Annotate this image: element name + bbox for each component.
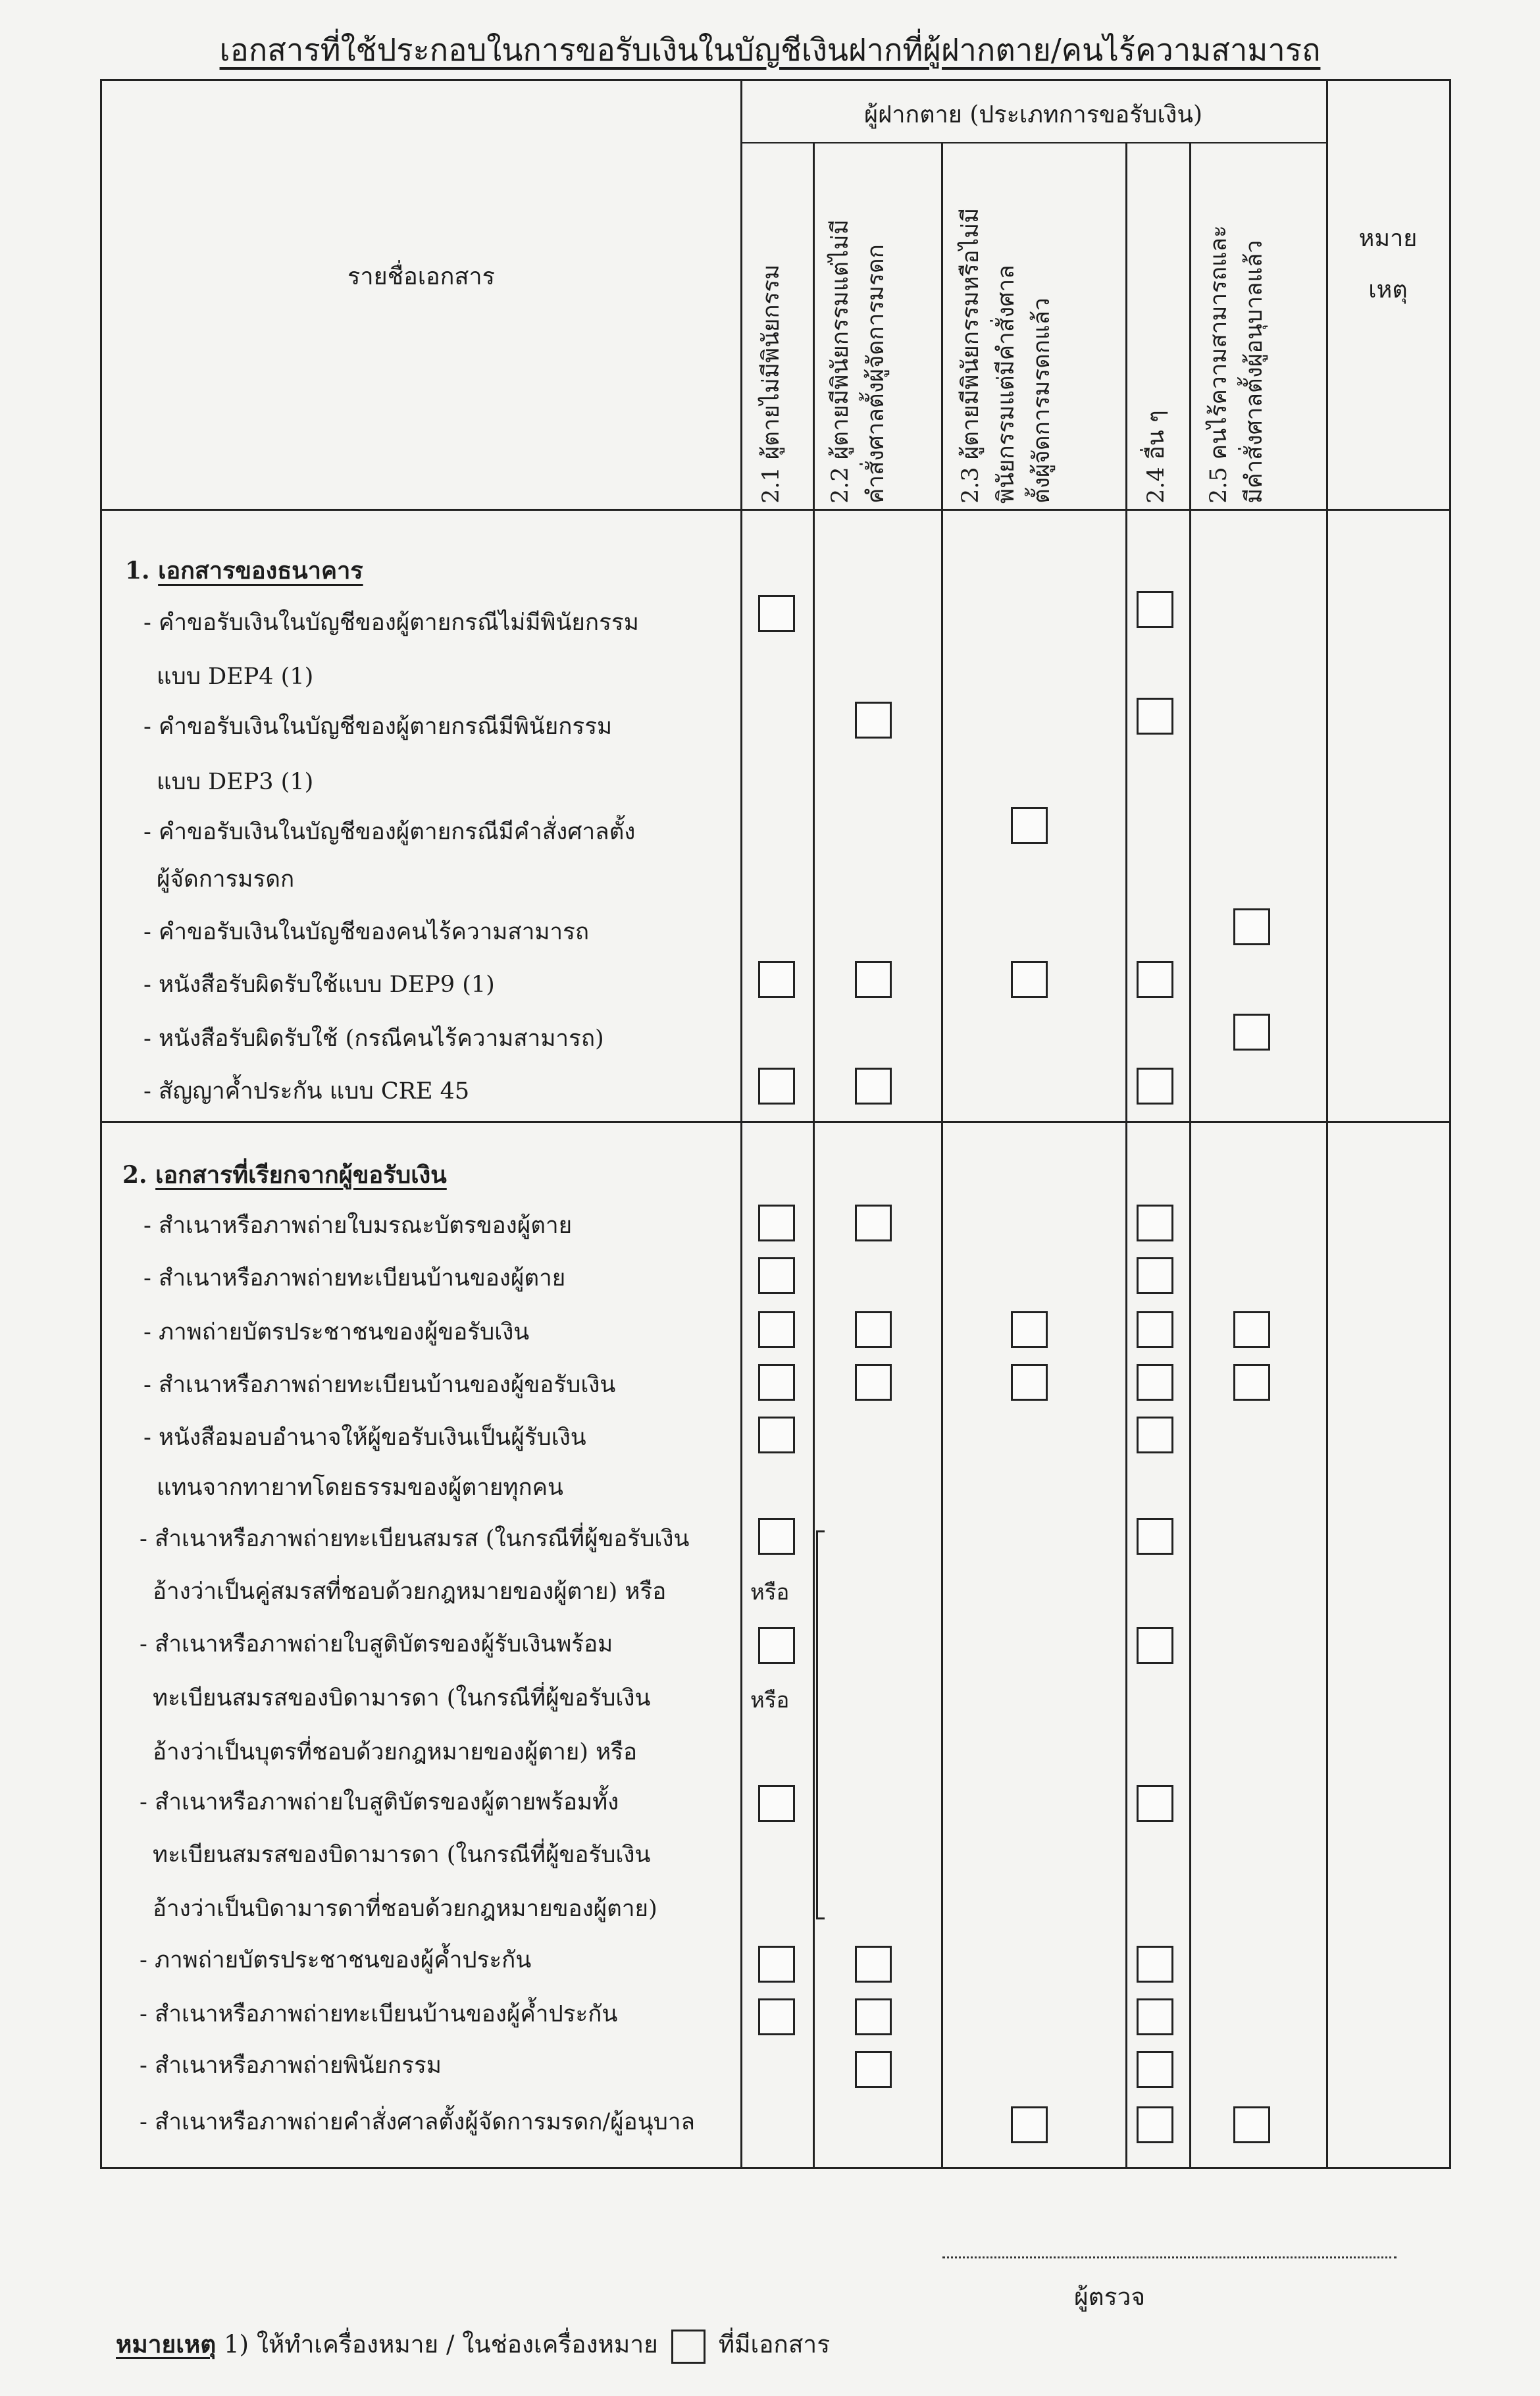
column-divider [941,143,943,2168]
checkbox-dep9-col-2-2[interactable] [855,961,892,998]
column-divider [1189,143,1191,2168]
checkbox-claimant-house-reg-col-2-2[interactable] [855,1364,892,1401]
header-divider [740,142,1326,143]
doc-item: - คำขอรับเงินในบัญชีของคนไร้ความสามารถ [143,919,590,945]
checkbox-cre45-col-2-4[interactable] [1137,1068,1173,1105]
column-divider [740,81,742,2168]
doc-item: - สำเนาหรือภาพถ่ายทะเบียนสมรส (ในกรณีที่ผู้ขอรับเงิน [140,1526,690,1552]
checkbox-death-cert-col-2-2[interactable] [855,1205,892,1241]
alternative-bracket [816,1530,825,1919]
footer-note-text: 1) ให้ทำเครื่องหมาย / ในช่องเครื่องหมาย [224,2330,658,2358]
doc-item: - สัญญาค้ำประกัน แบบ CRE 45 [143,1078,470,1105]
doc-item: - สำเนาหรือภาพถ่ายพินัยกรรม [140,2052,442,2079]
checkbox-will-col-2-2[interactable] [855,2051,892,2088]
doc-item: - สำเนาหรือภาพถ่ายใบสูติบัตรของผู้รับเงินพร้อม [140,1631,613,1657]
checkbox-death-cert-col-2-1[interactable] [758,1205,795,1241]
checkbox-guarantor-id-col-2-2[interactable] [855,1946,892,1983]
doc-item: - หนังสือรับผิดรับใช้แบบ DEP9 (1) [143,972,495,998]
column-divider [813,143,815,2168]
doc-item-continued: ทะเบียนสมรสของบิดามารดา (ในกรณีที่ผู้ขอรับเงิน [153,1842,651,1868]
footer-note [116,2325,830,2364]
checkbox-deceased-house-reg-col-2-4[interactable] [1137,1257,1173,1294]
checkbox-claimant-id-col-2-2[interactable] [855,1311,892,1348]
doc-item: - คำขอรับเงินในบัญชีของผู้ตายกรณีมีคำสั่งศาลตั้ง [143,819,636,845]
doc-item: - สำเนาหรือภาพถ่ายทะเบียนบ้านของผู้ขอรับเงิน [143,1372,616,1398]
checkbox-deceased-house-reg-col-2-1[interactable] [758,1257,795,1294]
checkbox-parent-birth-cert-col-2-4[interactable] [1137,1785,1173,1822]
doc-item: - ภาพถ่ายบัตรประชาชนของผู้ค้ำประกัน [140,1947,532,1973]
group-header: ผู้ฝากตาย (ประเภทการขอรับเงิน) [864,101,1202,128]
remark-header-line1: หมาย [1358,225,1418,252]
checkbox-claimant-id-col-2-5[interactable] [1233,1311,1270,1348]
section-divider [102,1121,1450,1123]
footer-note-text-end: ที่มีเอกสาร [718,2330,831,2358]
header-bottom-line [102,509,1450,511]
remark-header-line2: เหตุ [1368,276,1408,303]
doc-item-continued: อ้างว่าเป็นบิดามารดาที่ชอบด้วยกฎหมายของผู้ตาย) [153,1896,657,1922]
checkbox-cre45-col-2-2[interactable] [855,1068,892,1105]
checkbox-power-of-attorney-col-2-4[interactable] [1137,1417,1173,1453]
footer-remark-label: หมายเหตุ [116,2330,217,2358]
checkbox-power-of-attorney-col-2-1[interactable] [758,1417,795,1453]
checkbox-incompetent-col-2-5[interactable] [1233,908,1270,945]
checkbox-claimant-house-reg-col-2-1[interactable] [758,1364,795,1401]
doc-item: - คำขอรับเงินในบัญชีของผู้ตายกรณีไม่มีพินัยกรรม [143,610,639,636]
signature-label: ผู้ตรวจ [1074,2283,1146,2311]
or-label: หรือ [750,1579,790,1605]
doc-item-continued: แทนจากทายาทโดยธรรมของผู้ตายทุกคน [157,1474,563,1501]
checkbox-guarantor-house-reg-col-2-1[interactable] [758,1998,795,2035]
checkbox-court-appointment-col-2-5[interactable] [1233,2106,1270,2143]
doc-item-continued: ผู้จัดการมรดก [157,866,295,893]
doc-item: - สำเนาหรือภาพถ่ายใบสูติบัตรของผู้ตายพร้อมทั้ง [140,1789,619,1815]
doc-item-continued: ทะเบียนสมรสของบิดามารดา (ในกรณีที่ผู้ขอรับเงิน [153,1685,651,1711]
checkbox-guarantor-id-col-2-4[interactable] [1137,1946,1173,1983]
checkbox-child-birth-cert-col-2-4[interactable] [1137,1627,1173,1664]
checkbox-court-order-col-2-3[interactable] [1011,807,1048,844]
legend-checkbox [671,2330,706,2364]
checkbox-guarantor-house-reg-col-2-2[interactable] [855,1998,892,2035]
doc-item-continued: อ้างว่าเป็นคู่สมรสที่ชอบด้วยกฎหมายของผู้ตาย) หรือ [153,1578,667,1605]
column-header-2-5: 2.5 คนไร้ความสามารถและ มีคำสั่งศาลตั้งผู้อนุบาลแล้ว [1206,225,1268,504]
checkbox-guarantor-id-col-2-1[interactable] [758,1946,795,1983]
checkbox-dep3-col-2-2[interactable] [855,702,892,739]
column-header-2-4: 2.4 อื่น ๆ [1143,410,1169,504]
section-2-title: 2. เอกสารที่เรียกจากผู้ขอรับเงิน [122,1161,447,1189]
column-header-2-3: 2.3 ผู้ตายมีพินัยกรรมหรือไม่มี พินัยกรรมแต่มีคำสั่งศาล ตั้งผู้จัดการมรดกแล้ว [958,207,1055,504]
checkbox-claimant-house-reg-col-2-3[interactable] [1011,1364,1048,1401]
checkbox-marriage-reg-col-2-1[interactable] [758,1518,795,1555]
doc-item: - ภาพถ่ายบัตรประชาชนของผู้ขอรับเงิน [143,1319,530,1345]
checkbox-death-cert-col-2-4[interactable] [1137,1205,1173,1241]
column-divider [1125,143,1127,2168]
checkbox-dep4-col-2-4[interactable] [1137,591,1173,628]
checkbox-claimant-house-reg-col-2-4[interactable] [1137,1364,1173,1401]
checkbox-will-col-2-4[interactable] [1137,2051,1173,2088]
checkbox-dep9-col-2-4[interactable] [1137,961,1173,998]
column-header-2-2: 2.2 ผู้ตายมีพินัยกรรมแต่ไม่มี คำสั่งศาลตั้งผู้จัดการมรดก [827,219,889,504]
checkbox-claimant-id-col-2-1[interactable] [758,1311,795,1348]
doc-item: - สำเนาหรือภาพถ่ายคำสั่งศาลตั้งผู้จัดการมรดก/ผู้อนุบาล [140,2109,695,2135]
doc-list-header: รายชื่อเอกสาร [347,263,495,290]
checkbox-dep9-col-2-3[interactable] [1011,961,1048,998]
checkbox-child-birth-cert-col-2-1[interactable] [758,1627,795,1664]
checkbox-court-appointment-col-2-4[interactable] [1137,2106,1173,2143]
checkbox-dep9-col-2-1[interactable] [758,961,795,998]
page-title: เอกสารที่ใช้ประกอบในการขอรับเงินในบัญชีเงินฝากที่ผู้ฝากตาย/คนไร้ความสามารถ [219,32,1321,68]
doc-item: - สำเนาหรือภาพถ่ายทะเบียนบ้านของผู้ตาย [143,1265,566,1291]
doc-item: - หนังสือรับผิดรับใช้ (กรณีคนไร้ความสามารถ) [143,1026,604,1052]
checkbox-claimant-id-col-2-4[interactable] [1137,1311,1173,1348]
checkbox-parent-birth-cert-col-2-1[interactable] [758,1785,795,1822]
column-header-2-1: 2.1 ผู้ตายไม่มีพินัยกรรม [758,264,784,504]
signature-line[interactable] [942,2256,1397,2258]
doc-item-continued: แบบ DEP4 (1) [157,664,314,690]
doc-item: - สำเนาหรือภาพถ่ายทะเบียนบ้านของผู้ค้ำประกัน [140,2001,618,2027]
checkbox-claimant-house-reg-col-2-5[interactable] [1233,1364,1270,1401]
doc-item: - สำเนาหรือภาพถ่ายใบมรณะบัตรของผู้ตาย [143,1212,573,1239]
doc-item-continued: แบบ DEP3 (1) [157,769,314,795]
checkbox-dep3-col-2-4[interactable] [1137,698,1173,735]
checkbox-marriage-reg-col-2-4[interactable] [1137,1518,1173,1555]
checkbox-court-appointment-col-2-3[interactable] [1011,2106,1048,2143]
doc-item: - หนังสือมอบอำนาจให้ผู้ขอรับเงินเป็นผู้รับเงิน [143,1424,586,1451]
checkbox-guarantor-house-reg-col-2-4[interactable] [1137,1998,1173,2035]
checkbox-dep4-col-2-1[interactable] [758,595,795,632]
or-label: หรือ [750,1687,790,1713]
section-1-title: 1. เอกสารของธนาคาร [125,557,363,585]
checkbox-claimant-id-col-2-3[interactable] [1011,1311,1048,1348]
doc-item-continued: อ้างว่าเป็นบุตรที่ชอบด้วยกฎหมายของผู้ตาย) หรือ [153,1739,637,1765]
doc-item: - คำขอรับเงินในบัญชีของผู้ตายกรณีมีพินัยกรรม [143,714,613,740]
checkbox-liability-col-2-5[interactable] [1233,1014,1270,1051]
column-divider [1326,81,1328,2168]
checkbox-cre45-col-2-1[interactable] [758,1068,795,1105]
